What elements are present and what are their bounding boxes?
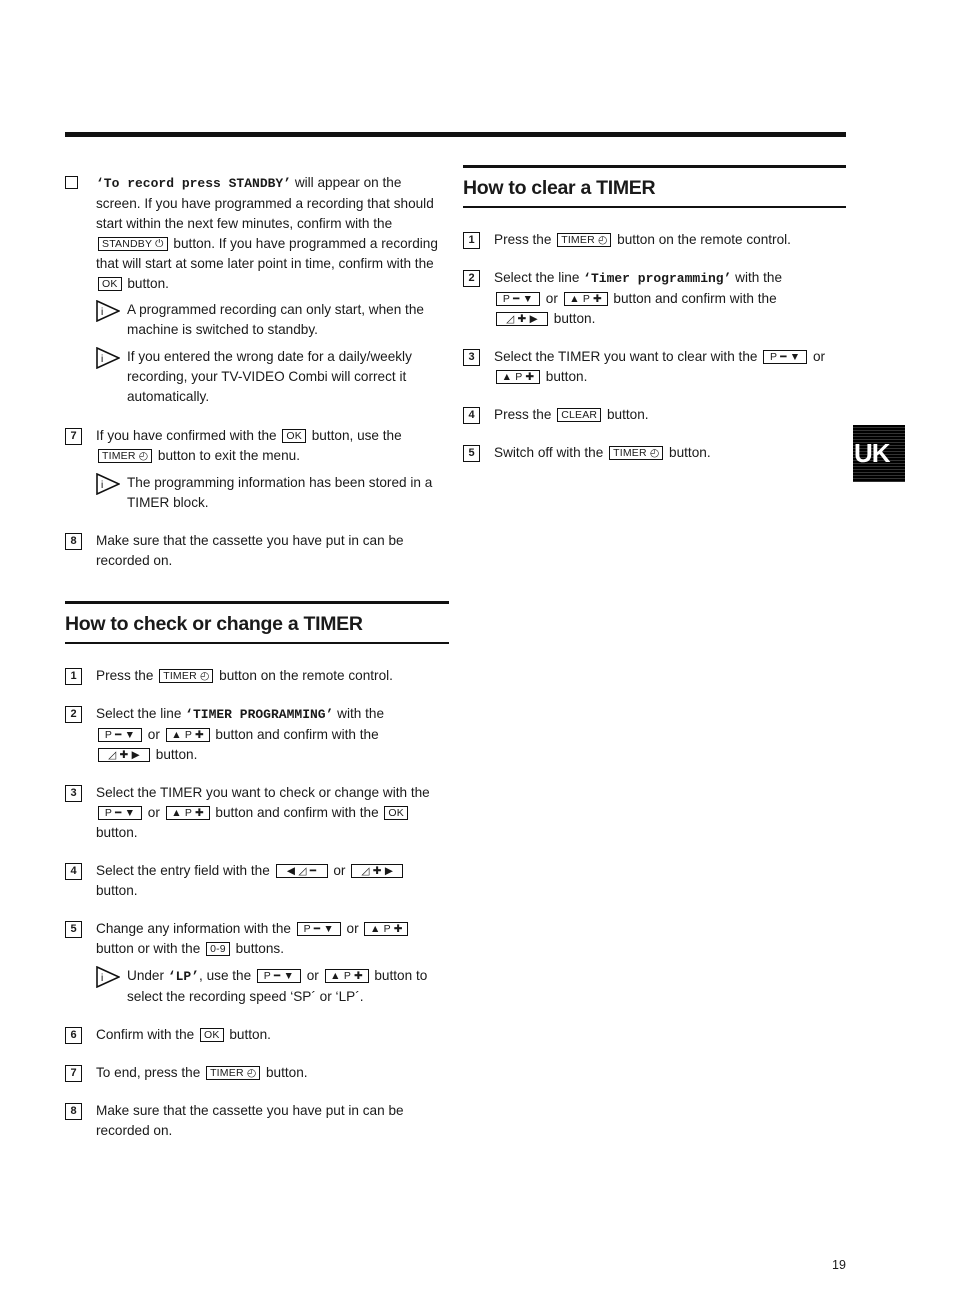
p-plus-key: ▲ P ✚ [364,922,408,936]
clear-step-4: 4 Press the CLEAR button. [463,405,846,425]
timer-key: TIMER ◴ [206,1066,260,1080]
check-step-7: 7 To end, press the TIMER ◴ button. [65,1063,449,1083]
ok-key: OK [282,429,306,443]
p-minus-key: P ━ ▼ [98,728,142,742]
check-step-2: 2 Select the line ‘TIMER PROGRAMMING’ with the P ━ ▼ or ▲ P ✚ button and confirm with the ◿ ✚ ▶ button. [65,704,449,765]
step-number: 5 [463,445,480,462]
osd-text: ‘To record press STANDBY’ [96,176,292,191]
timer-key: TIMER ◴ [557,233,611,247]
intro-step: ‘To record press STANDBY’ will appear on the screen. If you have programmed a recording that should start within the next few minutes, confirm with the STANDBY ⏻ button. If you have programmed a recording that will start at some later point in time, confirm with the OK button. i A programmed recording can only start, when the machine is switched to standby. i If you entered the wrong date for a daily/weekly recording, your TV-VIDEO Combi will correct it automatically. [65,173,449,407]
right-plus-key: ◿ ✚ ▶ [98,748,150,762]
clear-step-1: 1 Press the TIMER ◴ button on the remote control. [463,230,846,250]
step-number: 1 [65,668,82,685]
check-step-3: 3 Select the TIMER you want to check or change with the P ━ ▼ or ▲ P ✚ button and confirm with the OK button. [65,783,449,843]
timer-key: TIMER ◴ [159,669,213,683]
step-7: 7 If you have confirmed with the OK button, use the TIMER ◴ button to exit the menu. i The programming information has been stored in a TIMER block. [65,426,449,513]
svg-text:i: i [101,973,104,984]
p-minus-key: P ━ ▼ [98,806,142,820]
p-minus-key: P ━ ▼ [496,292,540,306]
p-plus-key: ▲ P ✚ [496,370,540,384]
step-number: 4 [65,863,82,880]
top-rule [65,132,846,137]
step-number: 8 [65,1103,82,1120]
note-stored: i The programming information has been stored in a TIMER block. [96,473,449,513]
check-step-8: 8 Make sure that the cassette you have put in can be recorded on. [65,1101,449,1141]
ok-key: OK [384,806,408,820]
page-number: 19 [832,1258,846,1272]
language-tab: UK [853,425,905,482]
section-title-clear: How to clear a TIMER [463,165,846,208]
note-date: i If you entered the wrong date for a daily/weekly recording, your TV-VIDEO Combi will correct it automatically. [96,347,449,407]
clear-step-2: 2 Select the line ‘Timer programming’ with the P ━ ▼ or ▲ P ✚ button and confirm with the ◿ ✚ ▶ button. [463,268,846,329]
info-icon [96,966,120,988]
check-step-5: 5 Change any information with the P ━ ▼ or ▲ P ✚ button or with the 0-9 buttons. i Under ‘LP’, use the P ━ ▼ or ▲ P ✚ button to select the recording speed ‘SP´ or ‘LP´. [65,919,449,1007]
right-plus-key: ◿ ✚ ▶ [496,312,548,326]
step-number: 2 [463,270,480,287]
ok-key: OK [200,1028,224,1042]
svg-text:i: i [101,480,104,491]
check-step-4: 4 Select the entry field with the ◀ ◿ ━ or ◿ ✚ ▶ button. [65,861,449,901]
step-number: 6 [65,1027,82,1044]
p-minus-key: P ━ ▼ [763,350,807,364]
timer-key: TIMER ◴ [609,446,663,460]
check-step-6: 6 Confirm with the OK button. [65,1025,449,1045]
step-number: 5 [65,921,82,938]
osd-text: ‘LP’ [167,969,200,984]
checkbox-icon [65,176,78,189]
left-column [65,173,449,1141]
step-8: 8 Make sure that the cassette you have put in can be recorded on. [65,531,449,571]
standby-key: STANDBY ⏻ [98,237,168,251]
step-number: 7 [65,1065,82,1082]
step-number: 4 [463,407,480,424]
ok-key: OK [98,277,122,291]
p-plus-key: ▲ P ✚ [166,728,210,742]
p-minus-key: P ━ ▼ [297,922,341,936]
p-plus-key: ▲ P ✚ [325,969,369,983]
section-title-check: How to check or change a TIMER [65,601,449,644]
clear-step-3: 3 Select the TIMER you want to clear with the P ━ ▼ or ▲ P ✚ button. [463,347,846,387]
p-plus-key: ▲ P ✚ [166,806,210,820]
left-minus-key: ◀ ◿ ━ [276,864,328,878]
svg-text:i: i [101,354,104,365]
step-number: 3 [65,785,82,802]
step-number: 2 [65,706,82,723]
note-speed: i Under ‘LP’, use the P ━ ▼ or ▲ P ✚ button to select the recording speed ‘SP´ or ‘LP´. [96,966,449,1007]
step-number: 8 [65,533,82,550]
info-icon [96,300,120,322]
p-minus-key: P ━ ▼ [257,969,301,983]
right-column [463,165,846,463]
right-plus-key: ◿ ✚ ▶ [351,864,403,878]
check-step-1: 1 Press the TIMER ◴ button on the remote control. [65,666,449,686]
svg-text:i: i [101,307,104,318]
note-standby: i A programmed recording can only start, when the machine is switched to standby. [96,300,449,340]
p-plus-key: ▲ P ✚ [564,292,608,306]
osd-text: ‘Timer programming’ [583,271,732,286]
step-number: 1 [463,232,480,249]
zero-nine-key: 0-9 [206,942,230,956]
info-icon [96,473,120,495]
step-number: 7 [65,428,82,445]
timer-key: TIMER ◴ [98,449,152,463]
clear-step-5: 5 Switch off with the TIMER ◴ button. [463,443,846,463]
osd-text: ‘TIMER PROGRAMMING’ [185,707,334,722]
step-number: 3 [463,349,480,366]
info-icon [96,347,120,369]
clear-key: CLEAR [557,408,601,422]
